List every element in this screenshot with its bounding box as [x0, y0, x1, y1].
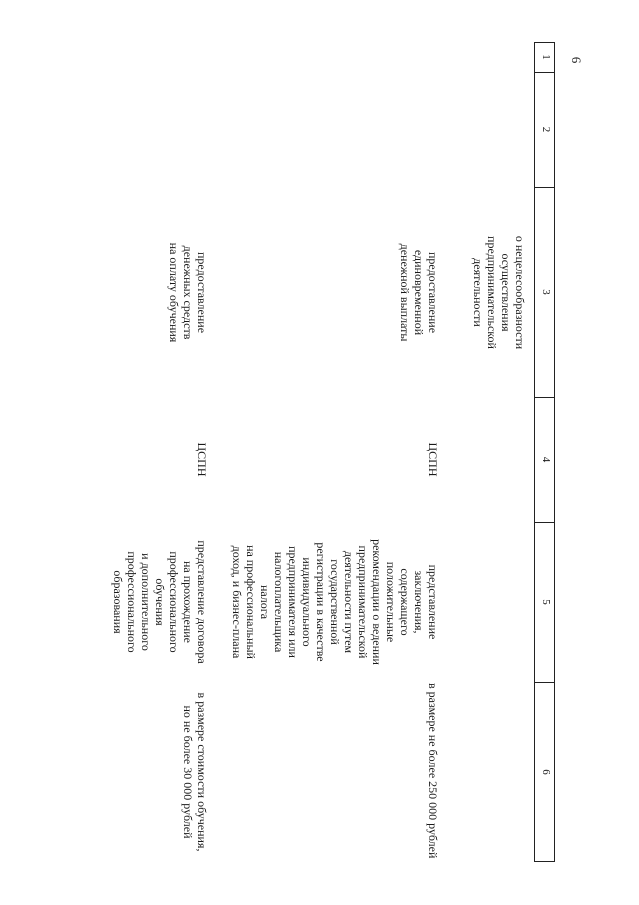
row1-col3: о нецелесообразности осуществления предпринимательской деятельности: [471, 235, 527, 350]
row3-col6: в размере стоимости обучения, но не более 30 000 рублей: [181, 692, 209, 852]
row2-col3: предоставление единовременной денежной выплаты: [398, 243, 440, 342]
row2-col5: представление заключения, содержащего положительные рекомендации о ведении предпринимательской деятельности путем государственной регистрации в качестве индивидуального предпринимателя или налогоплательщика налога на профессиональный доход, и бизнес-плана: [230, 539, 440, 665]
rotated-table: [85, 42, 555, 862]
table-row: [99, 42, 209, 862]
row3-col4: ЦСПН: [195, 442, 209, 477]
table-row: [220, 42, 440, 862]
col-header-2: 2: [540, 126, 552, 133]
col-header-3: 3: [540, 289, 552, 295]
col-header-5: 5: [540, 599, 552, 605]
row3-col5: представление договора на прохождение профессионального обучения и дополнительного профессионального образования: [111, 540, 209, 664]
col-header-1: 1: [540, 54, 552, 60]
col-header-4: 4: [540, 456, 552, 463]
row2-col4: ЦСПН: [426, 442, 440, 477]
header-row: [535, 42, 555, 862]
row3-col3: предоставление денежных средств на оплату обучения: [167, 242, 209, 343]
page-number: 6: [569, 56, 584, 64]
table-row: [457, 42, 527, 862]
row2-col6: в размере не более 250 000 рублей: [426, 683, 440, 859]
col-header-6: 6: [540, 769, 552, 775]
